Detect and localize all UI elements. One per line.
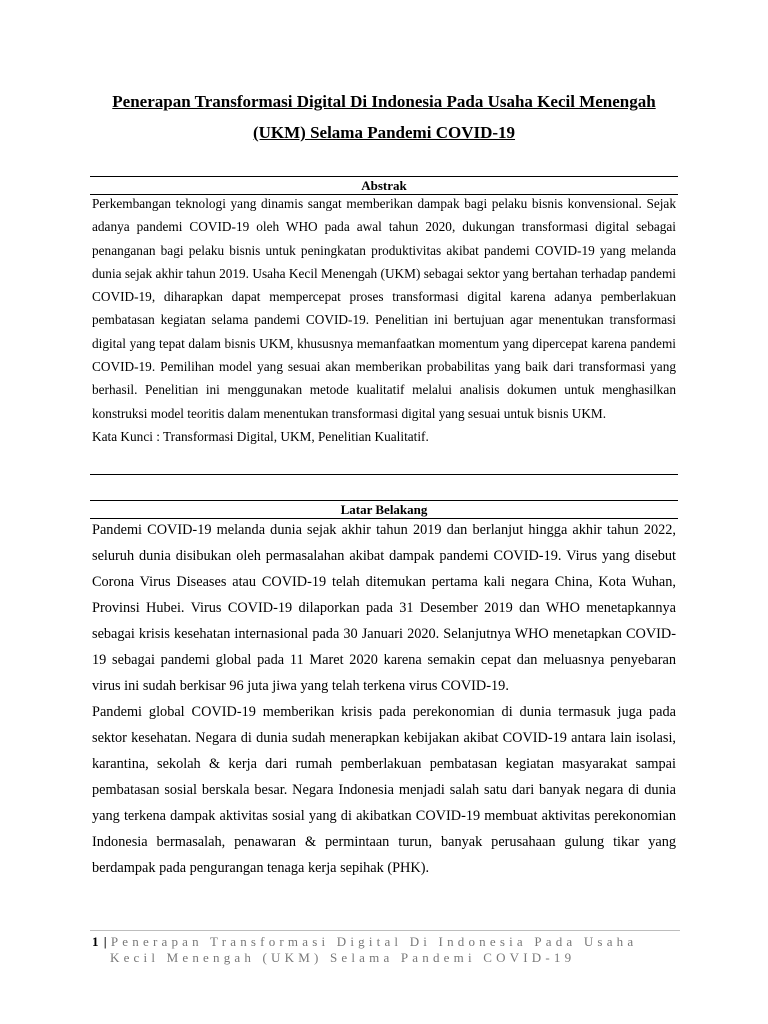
footer-rule [90, 930, 680, 931]
title-line-1: Penerapan Transformasi Digital Di Indonesia Pada Usaha Kecil Menengah [112, 92, 656, 111]
background-paragraph-1: Pandemi COVID-19 melanda dunia sejak akhir tahun 2019 dan berlanjut hingga akhir tahun 2022, seluruh dunia disibukan oleh permasalahan akibat dampak pandemi COVID-19. Virus yang disebut Corona Virus Diseases atau COVID-19 telah ditemukan pertama kali negara China, Kota Wuhan, Provinsi Hubei. Virus COVID-19 dilaporkan pada 31 Desember 2019 dan WHO menetapkannya sebagai krisis kesehatan internasional pada 30 Januari 2020. Selanjutnya WHO menetapkan COVID-19 sebagai pandemi global pada 11 Maret 2020 karena semakin cepat dan meluasnya penyebaran virus ini sudah berkisar 96 juta jiwa yang telah terkena virus COVID-19. [92, 522, 676, 694]
background-paragraph-2: Pandemi global COVID-19 memberikan krisis pada perekonomian di dunia termasuk juga pada sektor kesehatan. Negara di dunia sudah menerapkan kebijakan akibat COVID-19 antara lain isolasi, karantina, sekolah & kerja dari rumah pemberlakuan pembatasan kegiatan masyarakat sampai pembatasan sosial berskala besar. Negara Indonesia menjadi salah satu dari banyak negara di dunia yang terkena dampak aktivitas sosial yang di akibatkan COVID-19 membuat aktivitas perekonomian Indonesia bermasalah, penawaran & permintaan turun, banyak perusahaan gulung tikar yang berdampak pada pengurangan tenaga kerja sepihak (PHK). [92, 704, 676, 876]
page-number: 1 | [92, 934, 108, 949]
abstract-top-rule [90, 176, 678, 177]
title-line-2: (UKM) Selama Pandemi COVID-19 [252, 123, 516, 142]
running-title-line-1: Penerapan Transformasi Digital Di Indonesia Pada Usaha [110, 934, 638, 949]
abstract-text: Perkembangan teknologi yang dinamis sangat memberikan dampak bagi pelaku bisnis konvensional. Sejak adanya pandemi COVID-19 oleh WHO pada awal tahun 2020, dukungan transformasi digital sebagai penanganan bagi pelaku bisnis untuk peningkatan produktivitas akibat pandemi COVID-19 yang melanda dunia sejak akhir tahun 2019. Usaha Kecil Menengah (UKM) sebagai sektor yang bertahan terhadap pandemi COVID-19, diharapkan dapat mempercepat proses transformasi digital karena adanya pemberlakuan pembatasan kegiatan selama pandemi COVID-19. Penelitian ini bertujuan agar menentukan transformasi digital yang tepat dalam bisnis UKM, khususnya memanfaatkan momentum yang dipercepat karena pandemi COVID-19. Pemilihan model yang sesuai akan memberikan probabilitas yang baik dari transformasi yang berhasil. Penelitian ini menggunakan metode kualitatif melalui analisis dokumen untuk menghasilkan konstruksi model teoritis dalam menentukan transformasi digital yang sesuai untuk bisnis UKM. [92, 196, 676, 421]
page-footer [92, 934, 682, 966]
abstract-keywords: Kata Kunci : Transformasi Digital, UKM, Penelitian Kualitatif. [92, 428, 429, 444]
document-title [86, 86, 682, 148]
background-heading: Latar Belakang [340, 502, 428, 517]
abstract-bottom-rule [90, 474, 678, 475]
abstract-heading: Abstrak [361, 178, 407, 193]
running-title-line-2: Kecil Menengah (UKM) Selama Pandemi COVID-19 [110, 950, 576, 965]
background-body [92, 517, 676, 881]
abstract-body [92, 192, 676, 448]
background-top-rule [90, 500, 678, 501]
